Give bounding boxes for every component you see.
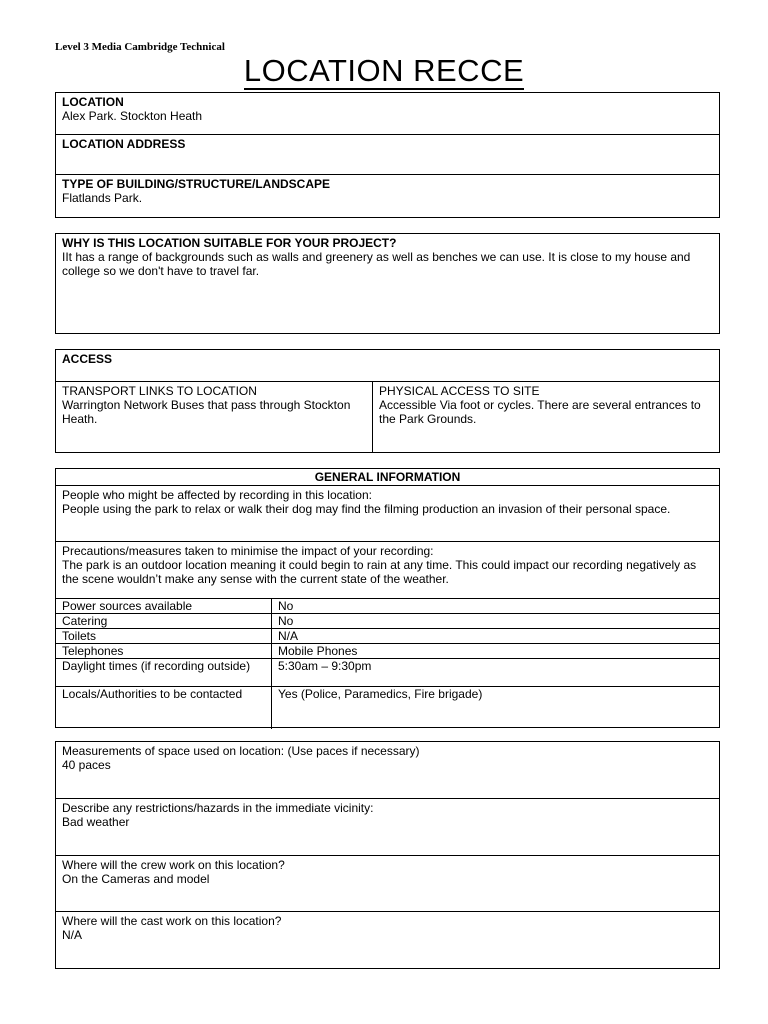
access-row [56,382,719,452]
restrictions-label: Describe any restrictions/hazards in the immediate vicinity: [62,801,374,815]
location-value: Alex Park. Stockton Heath [62,109,203,123]
precautions-section [56,542,719,599]
location-box [55,92,720,218]
transport-label: TRANSPORT LINKS TO LOCATION [62,384,257,398]
access-box [55,349,720,453]
access-label: ACCESS [62,352,113,366]
row-value: 5:30am – 9:30pm [272,659,720,687]
restrictions-section [56,799,719,856]
header-note: Level 3 Media Cambridge Technical [55,41,225,53]
physical-access-cell [373,382,719,452]
type-label: TYPE OF BUILDING/STRUCTURE/LANDSCAPE [62,177,331,191]
table-row [56,659,719,687]
affected-section [56,486,719,542]
crew-label: Where will the crew work on this location? [62,858,285,872]
location-section [56,93,719,135]
crew-cast-box [55,741,720,969]
row-value: No [272,614,720,629]
transport-value: Warrington Network Buses that pass through Stockton Heath. [62,398,351,426]
row-value: No [272,599,720,614]
page-title [0,53,768,89]
physical-access-value: Accessible Via foot or cycles. There are several entrances to the Park Grounds. [379,398,701,426]
row-key: Catering [56,614,272,629]
suitability-label: WHY IS THIS LOCATION SUITABLE FOR YOUR PROJECT? [62,236,397,250]
row-key: Power sources available [56,599,272,614]
crew-section [56,856,719,912]
table-row [56,599,719,614]
row-key: Toilets [56,629,272,644]
physical-access-label: PHYSICAL ACCESS TO SITE [379,384,540,398]
measurements-section [56,742,719,799]
general-info-table [56,599,719,729]
type-section [56,175,719,217]
location-label: LOCATION [62,95,124,109]
table-row [56,614,719,629]
access-heading [56,350,719,382]
table-row [56,687,719,729]
table-row [56,629,719,644]
measurements-label: Measurements of space used on location: (Use paces if necessary) [62,744,420,758]
row-key: Telephones [56,644,272,659]
general-info-box [55,468,720,728]
affected-value: People using the park to relax or walk their dog may find the filming production an invasion of their personal space. [62,502,671,516]
table-row [56,644,719,659]
suitability-box [55,233,720,334]
row-value: Yes (Police, Paramedics, Fire brigade) [278,687,483,701]
row-key: Daylight times (if recording outside) [56,659,272,687]
cast-section [56,912,719,968]
suitability-value: IIt has a range of backgrounds such as walls and greenery as well as benches we can use. It is close to my house and college so we don't have to travel far. [62,250,691,278]
cast-label: Where will the cast work on this location? [62,914,282,928]
address-label: LOCATION ADDRESS [62,137,186,151]
crew-value: On the Cameras and model [62,872,210,886]
measurements-value: 40 paces [62,758,111,772]
address-section [56,135,719,175]
suitability-section [56,234,719,333]
general-info-heading: GENERAL INFORMATION [56,469,719,486]
cast-value: N/A [62,928,83,942]
row-key: Locals/Authorities to be contacted [56,687,272,729]
row-value: Mobile Phones [272,644,720,659]
precautions-value: The park is an outdoor location meaning it could begin to rain at any time. This could impact our recording negatively as the scene wouldn’t make any sense with the current state of the weather. [62,558,697,586]
type-value: Flatlands Park. [62,191,143,205]
precautions-label: Precautions/measures taken to minimise the impact of your recording: [62,544,434,558]
transport-cell [56,382,373,452]
restrictions-value: Bad weather [62,815,130,829]
row-value: N/A [272,629,720,644]
page-title-text: LOCATION RECCE [243,53,525,88]
affected-label: People who might be affected by recording in this location: [62,488,372,502]
